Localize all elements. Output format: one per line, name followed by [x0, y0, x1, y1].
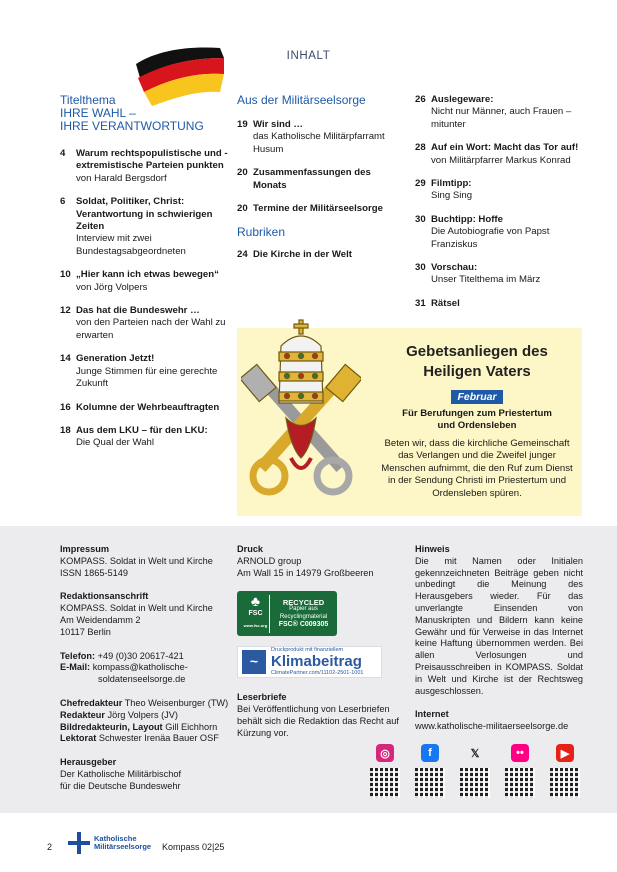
prayer-content — [377, 342, 577, 500]
toc-entry[interactable] — [60, 269, 230, 294]
toc-title: Rätsel — [431, 297, 460, 309]
toc-entry[interactable] — [415, 262, 585, 287]
toc-page-number: 24 — [237, 248, 248, 260]
toc-subtitle: Nicht nur Männer, auch Frauen – mitunter — [431, 106, 572, 130]
prayer-intent: Für Berufungen zum Priestertum und Ordensleben — [402, 408, 552, 431]
staff-line: Lektorat Schwester Irenäa Bauer OSF — [60, 733, 219, 744]
toc-entry[interactable] — [415, 142, 585, 167]
toc-page-number: 12 — [60, 305, 71, 317]
fsc-tree-icon: ♣ FSC www.fsc.org — [242, 595, 270, 633]
website-link[interactable]: www.katholische-militaerseelsorge.de — [415, 721, 569, 732]
toc-entry[interactable] — [237, 203, 407, 215]
climate-partner-icon: ~ — [242, 650, 266, 674]
toc-page-number: 6 — [60, 196, 66, 208]
toc-page-number: 29 — [415, 178, 426, 190]
toc-title: Die Kirche in der Welt — [253, 248, 352, 260]
toc-entry[interactable] — [60, 196, 230, 258]
toc-column-militaerseelsorge — [237, 94, 407, 272]
qr-code-icon — [550, 768, 580, 798]
qr-code-icon — [505, 768, 535, 798]
toc-entry[interactable] — [60, 353, 230, 390]
toc-entry[interactable] — [415, 214, 585, 251]
toc-entry[interactable] — [237, 249, 407, 261]
toc-entry[interactable] — [415, 94, 585, 131]
toc-entry[interactable] — [60, 148, 230, 185]
toc-column-titelthema — [60, 94, 230, 461]
toc-page-number: 10 — [60, 269, 71, 281]
toc-subtitle: Interview mit zwei Bundestagsabgeordneten — [76, 233, 186, 257]
prayer-title: Gebetsanliegen des Heiligen Vaters — [406, 343, 548, 380]
toc-subtitle: Sing Sing — [431, 190, 473, 202]
toc-title: Wir sind … — [253, 119, 304, 130]
cross-icon — [68, 832, 90, 854]
toc-subtitle: von Militärpfarrer Markus Konrad — [431, 154, 571, 166]
toc-page-number: 18 — [60, 424, 71, 436]
toc-title: Termine der Militärseelsorge — [253, 203, 383, 215]
toc-title: Soldat, Politiker, Christ: Verantwortung in schwierigen Zeiten — [76, 196, 213, 233]
toc-subtitle: Unser Titelthema im März — [431, 274, 541, 286]
climate-partner-badge: ~ Druckprodukt mit finanziellem Klimabeitrag ClimatePartner.com/11102-2501-1001 — [237, 646, 382, 678]
social-link[interactable] — [505, 744, 535, 798]
toc-subtitle: Die Autobiografie von Papst Franziskus — [431, 226, 550, 250]
toc-title: Filmtipp: — [431, 178, 472, 190]
toc-page-number: 28 — [415, 142, 426, 154]
notice-column: Hinweis Die mit Namen oder Initialen gekennzeichneten Beiträge geben nicht unbedingt die Meinung des Herausgebers wieder. Für das unverlangte Einsenden von Manuskripten und Bildern kann keine Gewähr und für Verweise in das Internet keine Haftung übernommen werden. Bei allen Verlosungen und Preisausschreiben in KOMPASS. Soldat in Welt und Kirche ist der Rechtsweg ausgeschlossen. Internet www.katholische-militaerseelsorge.de — [415, 544, 583, 732]
toc-entry[interactable] — [237, 119, 407, 156]
toc-page-number: 16 — [60, 401, 71, 413]
toc-title: Aus dem LKU – für den LKU: — [76, 424, 208, 436]
page-footer — [0, 830, 617, 860]
qr-code-icon — [460, 768, 490, 798]
toc-title: Auslegeware: — [431, 94, 494, 105]
toc-column-rubriken — [415, 94, 585, 321]
toc-subtitle: von Harald Bergsdorf — [76, 172, 167, 184]
social-link[interactable] — [370, 744, 400, 798]
instagram-icon[interactable]: ◎ — [376, 744, 394, 762]
section-header: INHALT — [286, 50, 331, 62]
staff-line: Chefredakteur Theo Weisenburger (TW) — [60, 697, 229, 708]
prayer-text: Beten wir, dass die kirchliche Gemeinschaft das Verlangen und die Zweifel junger Menschen aufnimmt, die den Ruf zum Dienst in der Sendung Christi im Priestertum und Ordensleben spüren. — [381, 438, 573, 499]
toc-entry[interactable] — [415, 178, 585, 203]
youtube-icon[interactable]: ▶ — [556, 744, 574, 762]
toc-page-number: 4 — [60, 148, 66, 159]
toc-page-number: 31 — [415, 297, 426, 309]
toc-page-number: 26 — [415, 94, 426, 105]
toc-page-number: 30 — [415, 213, 426, 225]
toc-title: „Hier kann ich etwas bewegen“ — [76, 269, 219, 281]
toc-entry[interactable] — [60, 305, 230, 342]
papal-coat-of-arms-icon — [241, 318, 361, 513]
toc-entry[interactable] — [237, 167, 407, 192]
toc-title: Vorschau: — [431, 262, 478, 274]
staff-line: Redakteur Jörg Volpers (JV) — [60, 709, 178, 720]
toc-subtitle: Die Qual der Wahl — [76, 437, 155, 449]
toc-subtitle: das Katholische Militärpfarramt Husum — [253, 131, 385, 155]
toc-page-number: 20 — [237, 203, 248, 215]
imprint-column: Impressum KOMPASS. Soldat in Welt und Kirche ISSN 1865-5149 Redaktionsanschrift KOMPASS. Soldat in Welt und Kirche Am Weidendamm 2 10117 Berlin Telefon: +49 (0)30 20617-421 E-Mail: kompass@katholische- soldatenseelsorge.de Chefredakteur Theo Weisenburger (TW) Redakteur Jörg Volpers (JV) Bildredakteurin, Layout Gill Eichhorn Lektorat Schwester Irenäa Bauer OSF Herausgeber Der Katholische Militärbischof für die Deutsche Bundeswehr — [60, 544, 232, 805]
social-media-row — [370, 744, 585, 804]
militaerseelsorge-logo: Katholische Militärseelsorge — [68, 832, 151, 854]
social-link[interactable] — [415, 744, 445, 798]
toc-entry[interactable] — [60, 425, 230, 450]
toc-title: Das hat die Bundeswehr … — [76, 305, 200, 317]
issue-label: Kompass 02|25 — [162, 842, 225, 852]
rubriken-heading: Rubriken — [237, 225, 286, 240]
toc-title: Buchtipp: Hoffe — [431, 213, 503, 225]
toc-page-number: 19 — [237, 119, 248, 130]
print-column: Druck ARNOLD group Am Wall 15 in 14979 Großbeeren ♣ FSC www.fsc.org RECYCLED Papier aus Recyclingmaterial FSC® C009305 ~ Druckprodukt mit finanziellem Klimabeitrag ClimatePartner.com/11102-2501-1001 Leserbriefe Bei Veröffentlichung von Leserbriefen behält sich die Redaktion das Recht auf Kürzung vor. — [237, 544, 399, 738]
flickr-icon[interactable]: •• — [511, 744, 529, 762]
prayer-intention-box — [237, 328, 582, 516]
toc-subtitle: von Jörg Volpers — [76, 281, 148, 293]
militaerseelsorge-heading: Aus der Militärseelsorge — [237, 93, 366, 107]
social-link[interactable] — [550, 744, 580, 798]
toc-title: Generation Jetzt! — [76, 353, 155, 365]
staff-line: Bildredakteurin, Layout Gill Eichhorn — [60, 721, 218, 732]
qr-code-icon — [415, 768, 445, 798]
toc-subtitle: Junge Stimmen für eine gerechte Zukunft — [76, 365, 218, 390]
toc-entry[interactable] — [60, 402, 230, 414]
email-link[interactable]: kompass@katholische- — [92, 662, 188, 673]
page-number: 2 — [47, 842, 53, 852]
toc-title: Kolumne der Wehrbeauftragten — [76, 401, 220, 413]
toc-title: Warum rechtspopulistische und -extremistische Parteien punkten — [76, 148, 228, 172]
toc-page-number: 20 — [237, 167, 248, 179]
toc-entry[interactable] — [415, 298, 585, 310]
facebook-icon[interactable]: f — [421, 744, 439, 762]
x-icon[interactable]: 𝕏 — [470, 747, 480, 760]
toc-title: Auf ein Wort: Macht das Tor auf! — [431, 142, 579, 154]
titelthema-heading: Titelthema IHRE WAHL – IHRE VERANTWORTUNG — [60, 93, 204, 133]
toc-page-number: 14 — [60, 353, 71, 365]
toc-subtitle: von den Parteien nach der Wahl zu erwarten — [76, 317, 226, 341]
prayer-month-badge: Februar — [451, 390, 502, 404]
fsc-recycled-badge: ♣ FSC www.fsc.org RECYCLED Papier aus Recyclingmaterial FSC® C009305 — [237, 591, 337, 636]
toc-page-number: 30 — [415, 262, 426, 274]
qr-code-icon — [370, 768, 400, 798]
social-link[interactable] — [460, 744, 490, 798]
toc-title: Zusammenfassungen des Monats — [253, 167, 371, 191]
